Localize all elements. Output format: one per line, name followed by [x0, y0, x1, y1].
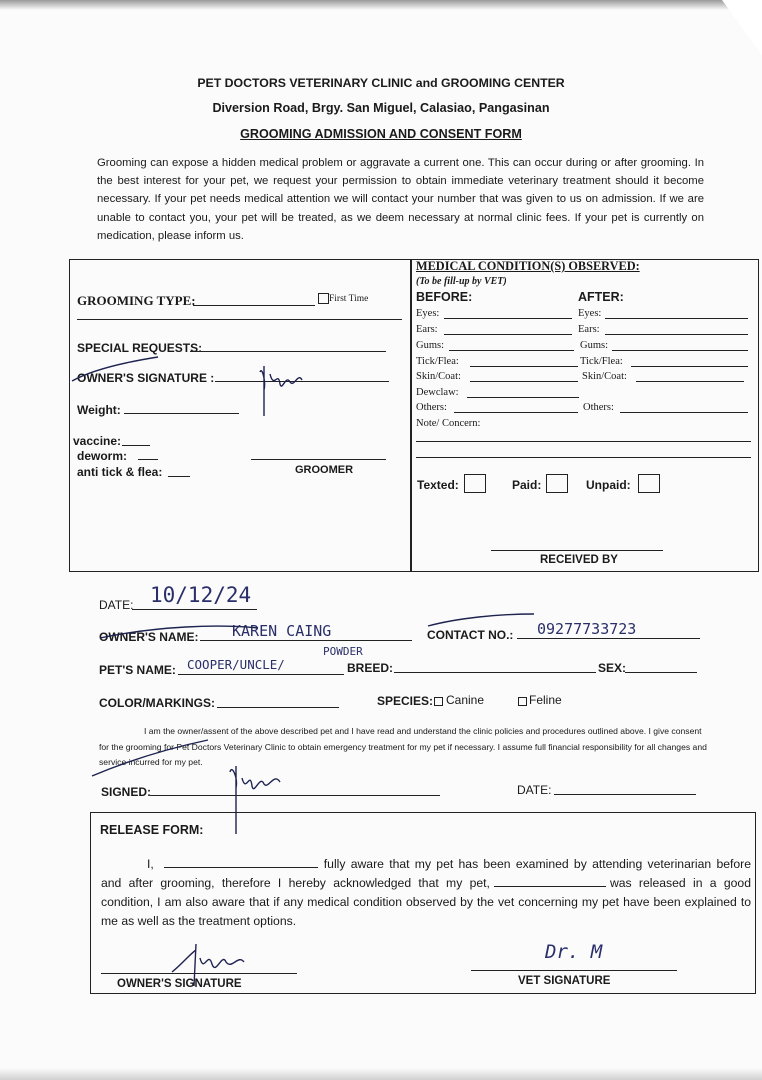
texted-checkbox[interactable]	[464, 474, 486, 493]
deworm-line[interactable]	[138, 459, 158, 460]
owner-signature-top	[252, 360, 312, 420]
pet-name-extra: POWDER	[323, 645, 363, 658]
after-ears-label: Ears:	[578, 324, 600, 335]
first-time-checkbox[interactable]	[318, 293, 329, 304]
first-time-label: First Time	[329, 294, 369, 304]
vet-signature-line[interactable]	[471, 970, 677, 971]
before-others-line[interactable]	[454, 412, 578, 413]
sex-line[interactable]	[625, 672, 697, 673]
note-line-2[interactable]	[416, 457, 751, 458]
color-markings-line[interactable]	[217, 707, 339, 708]
release-text-1: I,	[147, 857, 154, 871]
date-label: DATE:	[99, 598, 134, 612]
breed-line[interactable]	[394, 672, 596, 673]
vet-signature-label: VET SIGNATURE	[518, 975, 611, 987]
note-concern-label: Note/ Concern:	[416, 418, 481, 429]
date-line[interactable]	[132, 609, 257, 610]
texted-label: Texted:	[417, 478, 459, 492]
special-requests-label: SPECIAL REQUESTS:	[77, 341, 203, 355]
after-gums-line[interactable]	[612, 350, 748, 351]
weight-label: Weight:	[77, 403, 121, 417]
color-markings-label: COLOR/MARKINGS:	[99, 696, 215, 710]
anti-tick-line[interactable]	[168, 476, 190, 477]
signed-label: SIGNED:	[101, 785, 152, 799]
contact-line[interactable]	[517, 638, 700, 639]
sex-label: SEX:	[598, 661, 627, 675]
release-form-title: RELEASE FORM:	[100, 823, 204, 837]
grooming-type-line-2[interactable]	[77, 319, 402, 320]
before-skin-label: Skin/Coat:	[416, 371, 461, 382]
form-title: GROOMING ADMISSION AND CONSENT FORM	[240, 127, 522, 141]
date-value: 10/12/24	[150, 583, 252, 607]
box-divider	[410, 259, 412, 572]
before-others-label: Others:	[416, 402, 447, 413]
vaccine-label: vaccine:	[73, 434, 122, 448]
before-gums-label: Gums:	[416, 340, 445, 351]
after-eyes-label: Eyes:	[578, 308, 602, 319]
before-ears-line[interactable]	[444, 334, 572, 335]
before-dewclaw-label: Dewclaw:	[416, 387, 459, 398]
intro-paragraph: Grooming can expose a hidden medical problem or aggravate a current one. This can occur during or after grooming. In the best interest for your pet, we request your permission to obtain immediate veterinary treatment should it become necessary. If your pet needs medical attention we will contact your number that was given to us on admission. If we are unable to contact you, your pet will be treated, as we deem necessary at normal clinic fees. If your pet is currently on medication, please inform us.	[97, 157, 704, 242]
grooming-type-line[interactable]	[193, 305, 315, 306]
release-name-blank[interactable]	[164, 867, 318, 868]
weight-line[interactable]	[124, 413, 239, 414]
checkmark-stroke	[70, 355, 160, 385]
contact-label: CONTACT NO.:	[427, 628, 514, 642]
before-eyes-label: Eyes:	[416, 308, 440, 319]
owner-name-label: OWNER'S NAME:	[99, 630, 199, 644]
after-others-line[interactable]	[620, 412, 748, 413]
signed-date-label: DATE:	[517, 783, 552, 797]
vaccine-line[interactable]	[122, 445, 150, 446]
paid-label: Paid:	[512, 478, 542, 492]
pet-name-value: COOPER/UNCLE/	[187, 657, 285, 672]
owner-signature-label: OWNER'S SIGNATURE :	[77, 371, 215, 385]
after-heading: AFTER:	[578, 290, 624, 304]
vet-handwriting: Dr. M	[545, 941, 603, 963]
release-text-3: was released in a good condition, I am also aware that if any medical condition observed by the vet concerning my pet have been explained to me as well as the treatment options.	[101, 876, 751, 928]
before-ears-label: Ears:	[416, 324, 438, 335]
canine-checkbox[interactable]	[434, 697, 443, 706]
breed-label: BREED:	[347, 661, 394, 675]
clinic-name: PET DOCTORS VETERINARY CLINIC and GROOMING CENTER	[197, 76, 565, 90]
medical-title: MEDICAL CONDITION(S) OBSERVED:	[416, 259, 640, 273]
top-shadow	[0, 0, 762, 10]
medical-subtitle: (To be fill-up by VET)	[416, 276, 507, 287]
canine-label: Canine	[446, 693, 485, 707]
species-label: SPECIES:	[377, 694, 434, 708]
paid-checkbox[interactable]	[546, 474, 568, 493]
before-tick-line[interactable]	[470, 366, 578, 367]
special-requests-line[interactable]	[190, 351, 386, 352]
owner-name-value: KAREN CAING	[232, 622, 332, 640]
bottom-shadow	[0, 1068, 762, 1080]
before-gums-line[interactable]	[449, 350, 574, 351]
after-gums-label: Gums:	[580, 340, 609, 351]
release-owner-signature-label: OWNER'S SIGNATURE	[117, 978, 242, 990]
unpaid-checkbox[interactable]	[638, 474, 660, 493]
contact-value: 09277733723	[537, 620, 637, 638]
after-tick-line[interactable]	[631, 366, 748, 367]
after-tick-label: Tick/Flea:	[580, 356, 623, 367]
before-skin-line[interactable]	[470, 381, 578, 382]
after-ears-line[interactable]	[605, 334, 748, 335]
received-by-label: RECEIVED BY	[540, 554, 618, 566]
release-text-2: fully aware that my pet has been examined by attending veterinarian before and after grooming, therefore I hereby acknowledged that my pet,	[101, 857, 751, 890]
deworm-label: deworm:	[77, 449, 128, 463]
signed-line[interactable]	[150, 795, 440, 796]
unpaid-label: Unpaid:	[586, 478, 631, 492]
before-eyes-line[interactable]	[444, 318, 572, 319]
note-line-1[interactable]	[416, 441, 751, 442]
pet-name-line[interactable]	[178, 674, 344, 675]
consent-stroke	[90, 738, 210, 778]
corner-fold	[722, 0, 762, 55]
received-by-line[interactable]	[491, 550, 663, 551]
signed-date-line[interactable]	[554, 794, 696, 795]
groomer-line[interactable]	[251, 459, 386, 460]
groomer-label: GROOMER	[295, 464, 354, 476]
feline-checkbox[interactable]	[518, 697, 527, 706]
feline-label: Feline	[529, 693, 562, 707]
clinic-address: Diversion Road, Brgy. San Miguel, Calasiao, Pangasinan	[212, 101, 550, 115]
before-dewclaw-line[interactable]	[467, 397, 579, 398]
consent-paragraph: I am the owner/assent of the above described pet and I have read and understand the clinic policies and procedures outlined above. I give consent for the grooming for Pet Doctors Veterinary Clinic to obtain emergency treatment for my pet if necessary. I assume full financial responsibility for all changes and service incurred for my pet.	[99, 726, 707, 767]
before-heading: BEFORE:	[416, 290, 473, 304]
after-others-label: Others:	[583, 402, 614, 413]
owner-name-stroke	[98, 612, 538, 642]
after-skin-line[interactable]	[636, 381, 744, 382]
release-paragraph	[101, 855, 751, 931]
anti-tick-label: anti tick & flea:	[77, 465, 163, 479]
after-eyes-line[interactable]	[605, 318, 748, 319]
release-pet-blank[interactable]	[494, 886, 606, 887]
before-tick-label: Tick/Flea:	[416, 356, 459, 367]
pet-name-label: PET'S NAME:	[99, 663, 176, 677]
after-skin-label: Skin/Coat:	[582, 371, 627, 382]
grooming-type-label: GROOMING TYPE:	[77, 293, 196, 308]
